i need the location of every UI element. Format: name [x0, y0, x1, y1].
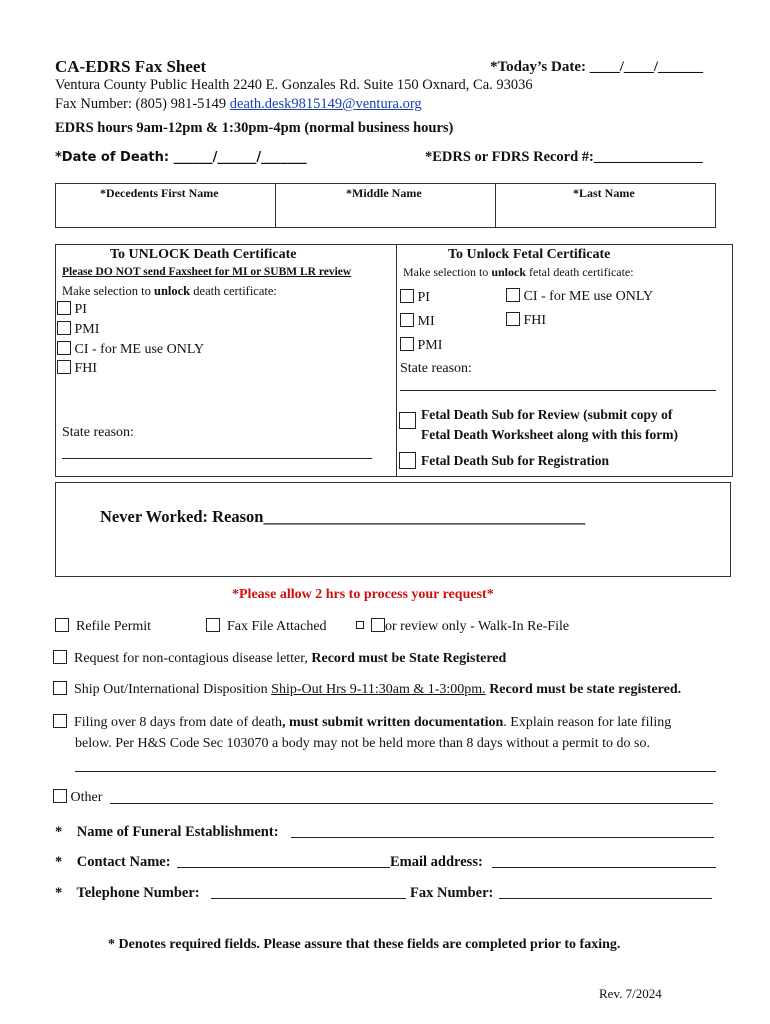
fax-number-text: Fax Number: (805) 981-5149 — [55, 96, 227, 112]
death-option-pi[interactable]: PI — [57, 301, 87, 318]
fetal-sub-review-text: Fetal Death Sub for Review (submit copy of Fetal Death Worksheet along with this form) — [421, 407, 678, 442]
checkbox[interactable] — [57, 301, 71, 315]
fetal-sub-registration-text: Fetal Death Sub for Registration — [421, 453, 609, 468]
email-address-label: Email address: — [390, 854, 483, 870]
fax-file-attached-option[interactable]: Fax File Attached — [206, 618, 327, 635]
checkbox[interactable] — [53, 650, 67, 664]
death-state-reason-label: State reason: — [62, 425, 134, 440]
checkbox[interactable] — [400, 313, 414, 327]
fetal-sub-review-checkbox[interactable] — [399, 412, 416, 432]
unlock-fetal-title: To Unlock Fetal Certificate — [448, 247, 611, 262]
unlock-divider — [396, 244, 397, 477]
address-line: Ventura County Public Health 2240 E. Gonzales Rd. Suite 150 Oxnard, Ca. 93036 — [55, 77, 533, 93]
checkbox[interactable] — [206, 618, 220, 632]
email-address-line[interactable] — [492, 867, 716, 868]
small-checkbox[interactable] — [356, 621, 364, 629]
middle-name-header[interactable]: *Middle Name — [346, 186, 422, 200]
email-link[interactable]: death.desk9815149@ventura.org — [229, 96, 422, 112]
checkbox[interactable] — [399, 412, 416, 429]
checkbox[interactable] — [53, 714, 67, 728]
unlock-death-warning: Please DO NOT send Faxsheet for MI or SUBM LR review — [62, 266, 352, 278]
funeral-establishment-line[interactable] — [291, 837, 714, 838]
ship-out-option[interactable]: Ship Out/International Disposition Ship-Out Hrs 9-11:30am & 1-3:00pm. Record must be state registered. — [53, 681, 681, 698]
checkbox[interactable] — [53, 681, 67, 695]
telephone-line[interactable] — [211, 898, 406, 899]
fax-number-line — [55, 96, 422, 113]
revision-date: Rev. 7/2024 — [599, 986, 662, 1001]
checkbox[interactable] — [57, 341, 71, 355]
fax-number-input-line[interactable] — [499, 898, 712, 899]
late-filing-reason-line[interactable] — [75, 771, 716, 772]
checkbox[interactable] — [400, 289, 414, 303]
checkbox[interactable] — [506, 288, 520, 302]
fetal-option-pmi[interactable]: PMI — [400, 337, 442, 354]
checkbox[interactable] — [400, 337, 414, 351]
last-name-header[interactable]: *Last Name — [573, 186, 635, 200]
death-option-fhi[interactable]: FHI — [57, 360, 97, 377]
todays-date-field[interactable]: *Today’s Date: ____/____/______ — [490, 59, 704, 75]
record-number-field[interactable]: *EDRS or FDRS Record #:_______________ — [425, 149, 703, 165]
fax-number-label: Fax Number: — [410, 885, 494, 901]
unlock-death-instruction: Make selection to unlock death certificate: — [62, 284, 277, 298]
fetal-state-reason-line[interactable] — [400, 390, 716, 391]
other-option[interactable]: Other — [53, 789, 102, 806]
contact-name-field[interactable]: * Contact Name: — [55, 854, 171, 870]
non-contagious-letter-option[interactable]: Request for non-contagious disease letter, Record must be State Registered — [53, 650, 506, 667]
name-divider-2 — [495, 183, 496, 228]
unlock-fetal-instruction: Make selection to unlock fetal death certificate: — [403, 265, 634, 279]
fetal-state-reason-label: State reason: — [400, 361, 472, 376]
form-title: CA-EDRS Fax Sheet — [55, 57, 207, 76]
date-of-death-field[interactable]: *Date of Death: ______/______/_______ — [55, 150, 307, 165]
checkbox[interactable] — [55, 618, 69, 632]
unlock-death-title: To UNLOCK Death Certificate — [110, 247, 297, 262]
late-filing-option[interactable]: Filing over 8 days from date of death, must submit written documentation. Explain reason for late filing — [53, 714, 671, 731]
name-divider-1 — [275, 183, 276, 228]
checkbox[interactable] — [506, 312, 520, 326]
checkbox[interactable] — [371, 618, 385, 632]
refile-permit-option[interactable]: Refile Permit — [55, 618, 151, 635]
fetal-sub-registration-checkbox[interactable] — [399, 452, 416, 472]
other-line[interactable] — [110, 803, 713, 804]
never-worked-reason[interactable]: Never Worked: Reason_______________________________________ — [100, 507, 586, 526]
telephone-field[interactable]: * Telephone Number: — [55, 885, 200, 901]
death-state-reason-line[interactable] — [62, 458, 372, 459]
checkbox[interactable] — [57, 321, 71, 335]
contact-name-line[interactable] — [177, 867, 390, 868]
death-option-pmi[interactable]: PMI — [57, 321, 99, 338]
required-fields-note: * Denotes required fields. Please assure that these fields are completed prior to faxing. — [108, 937, 621, 952]
fetal-option-mi[interactable]: MI — [400, 313, 435, 330]
checkbox[interactable] — [57, 360, 71, 374]
processing-notice: *Please allow 2 hrs to process your request* — [232, 587, 494, 602]
edrs-hours: EDRS hours 9am-12pm & 1:30pm-4pm (normal business hours) — [55, 120, 454, 136]
checkbox[interactable] — [399, 452, 416, 469]
walk-in-refile-option[interactable]: or review only - Walk-In Re-File — [356, 618, 569, 635]
funeral-establishment-field[interactable]: * Name of Funeral Establishment: — [55, 824, 279, 840]
checkbox[interactable] — [53, 789, 67, 803]
late-filing-text-2: below. Per H&S Code Sec 103070 a body may not be held more than 8 days without a permit to do so. — [75, 736, 650, 751]
fetal-option-ci[interactable]: CI - for ME use ONLY — [506, 288, 653, 305]
fetal-option-fhi[interactable]: FHI — [506, 312, 546, 329]
never-worked-box — [55, 482, 731, 577]
first-name-header[interactable]: *Decedents First Name — [100, 186, 219, 200]
death-option-ci[interactable]: CI - for ME use ONLY — [57, 341, 204, 358]
fetal-option-pi[interactable]: PI — [400, 289, 430, 306]
